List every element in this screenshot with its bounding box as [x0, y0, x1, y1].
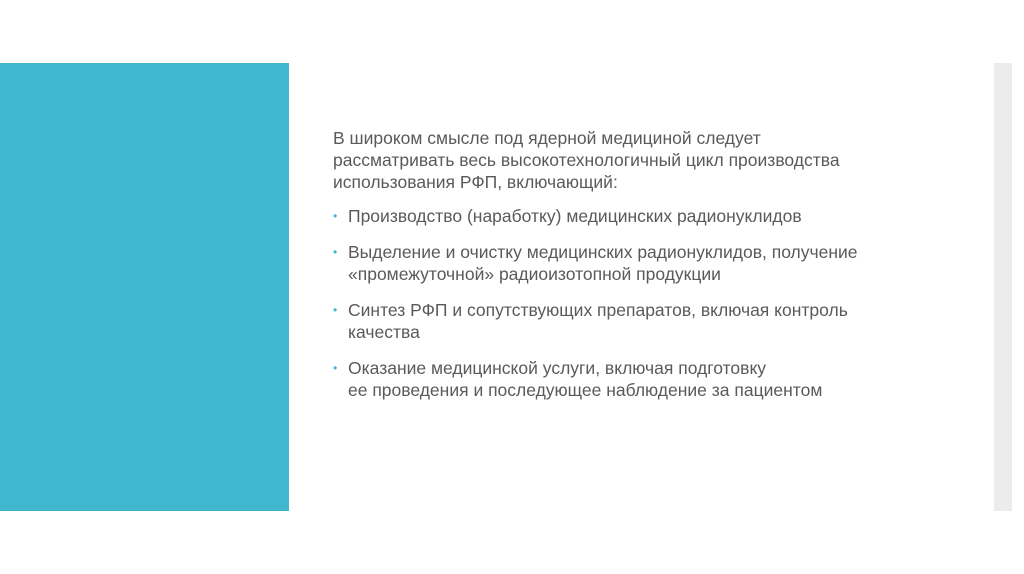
bullet-dot-icon: •	[333, 209, 338, 223]
bullet-item	[333, 357, 953, 401]
slide-content	[333, 127, 953, 415]
accent-panel	[0, 63, 289, 511]
bullet-item	[333, 241, 953, 285]
intro-line: использования РФП, включающий:	[333, 172, 618, 192]
intro-paragraph	[333, 127, 953, 193]
bullet-text: Выделение и очистку медицинских радионуклидов, получение	[348, 242, 858, 262]
bullet-text: ее проведения и последующее наблюдение за пациентом	[348, 380, 823, 400]
side-scroll-track	[994, 63, 1012, 511]
bullet-text: Синтез РФП и сопутствующих препаратов, включая контроль	[348, 300, 848, 320]
bullet-dot-icon: •	[333, 245, 338, 259]
bullet-dot-icon: •	[333, 361, 338, 375]
bullet-text: Оказание медицинской услуги, включая подготовку	[348, 358, 767, 378]
bullet-text: «промежуточной» радиоизотопной продукции	[348, 264, 721, 284]
bullet-item	[333, 205, 953, 227]
intro-line: В широком смысле под ядерной медициной следует	[333, 128, 761, 148]
bullet-text: Производство (наработку) медицинских радионуклидов	[348, 206, 802, 226]
slide	[0, 63, 994, 511]
bullet-dot-icon: •	[333, 303, 338, 317]
bullet-list	[333, 205, 953, 401]
intro-line: рассматривать весь высокотехнологичный цикл производства	[333, 150, 840, 170]
bullet-item	[333, 299, 953, 343]
bullet-text: качества	[348, 322, 420, 342]
